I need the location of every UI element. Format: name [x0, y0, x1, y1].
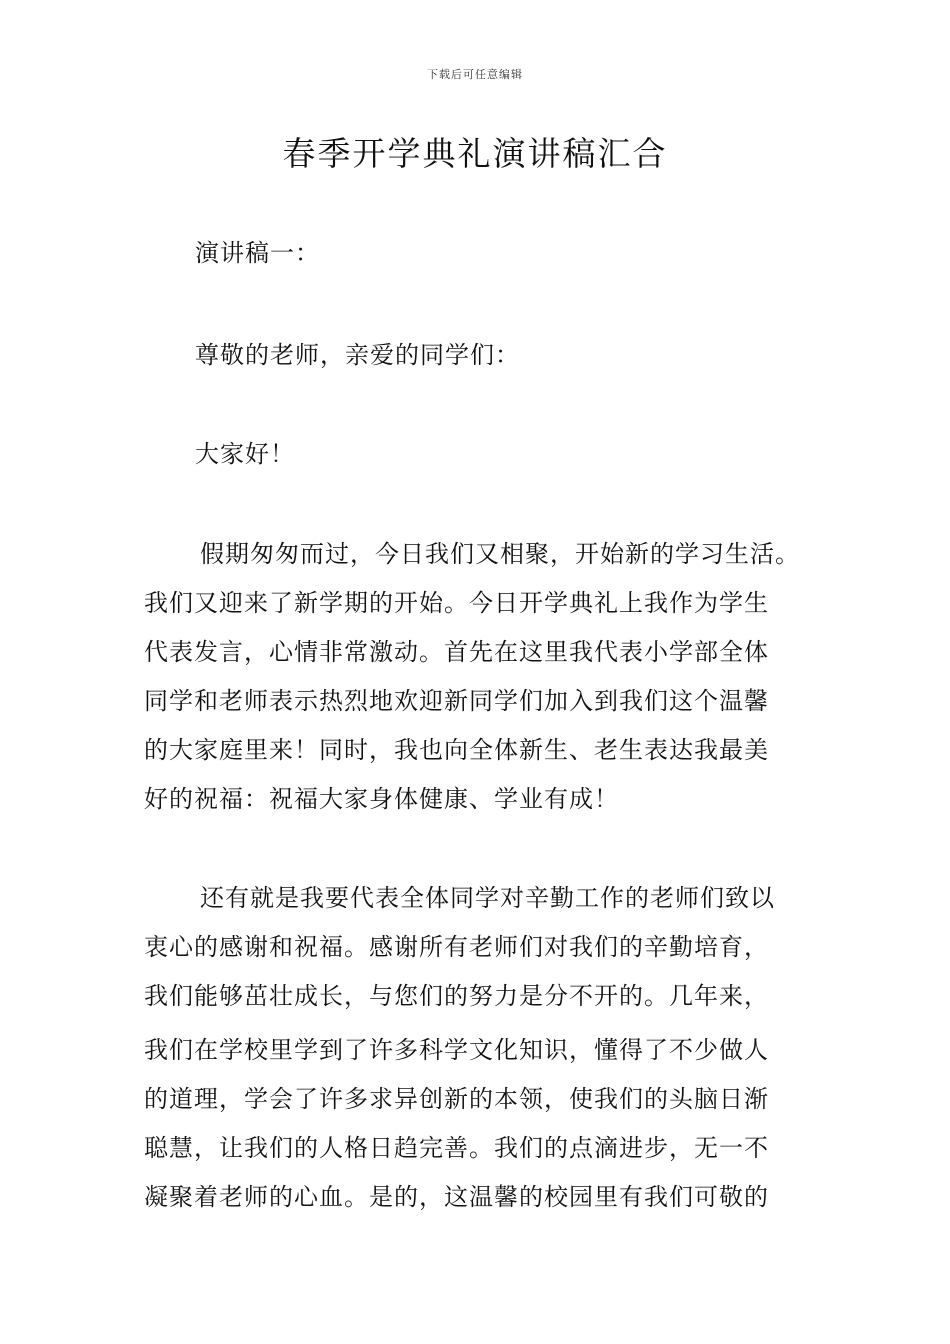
greeting: 大家好！: [195, 440, 295, 468]
paragraph-2-line-4: 我们在学校里学到了许多科学文化知识，懂得了不少做人: [144, 1036, 769, 1064]
paragraph-2-line-7: 凝聚着老师的心血。是的，这温馨的校园里有我们可敬的: [144, 1183, 769, 1211]
document-title: 春季开学典礼演讲稿汇合: [282, 134, 668, 173]
paragraph-1-line-2: 我们又迎来了新学期的开始。今日开学典礼上我作为学生: [144, 589, 769, 617]
paragraph-1-line-3: 代表发言，心情非常激动。首先在这里我代表小学部全体: [144, 638, 769, 666]
paragraph-1-line-6: 好的祝福：祝福大家身体健康、学业有成！: [144, 785, 619, 813]
paragraph-1-line-1: 假期匆匆而过，今日我们又相聚，开始新的学习生活。: [200, 540, 800, 568]
paragraph-2-line-3: 我们能够茁壮成长，与您们的努力是分不开的。几年来，: [144, 982, 769, 1010]
paragraph-2-line-1: 还有就是我要代表全体同学对辛勤工作的老师们致以: [200, 884, 775, 912]
salutation: 尊敬的老师，亲爱的同学们：: [195, 341, 520, 369]
section-heading: 演讲稿一：: [195, 239, 320, 267]
paragraph-2-line-6: 聪慧，让我们的人格日趋完善。我们的点滴进步，无一不: [144, 1134, 769, 1162]
header-note: 下载后可任意编辑: [427, 68, 523, 81]
paragraph-1-line-5: 的大家庭里来！同时，我也向全体新生、老生表达我最美: [144, 736, 769, 764]
paragraph-2-line-5: 的道理，学会了许多求异创新的本领，使我们的头脑日渐: [144, 1085, 769, 1113]
paragraph-2-line-2: 衷心的感谢和祝福。感谢所有老师们对我们的辛勤培育，: [144, 933, 769, 961]
paragraph-1-line-4: 同学和老师表示热烈地欢迎新同学们加入到我们这个温馨: [144, 687, 769, 715]
